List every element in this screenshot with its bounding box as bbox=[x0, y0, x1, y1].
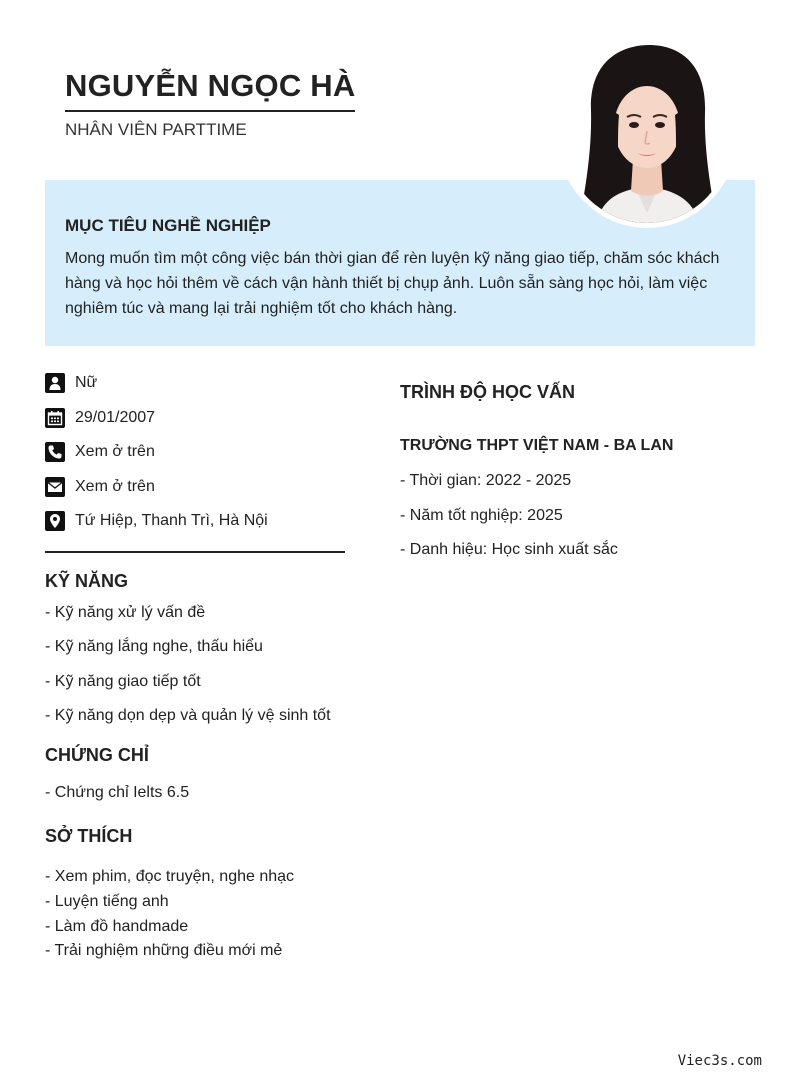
education-item: - Thời gian: 2022 - 2025 bbox=[400, 472, 572, 489]
profile-photo bbox=[556, 36, 738, 228]
contact-birthday bbox=[45, 401, 345, 436]
hobbies-list bbox=[45, 865, 345, 964]
watermark: Viec3s.com bbox=[677, 1053, 762, 1069]
education-title: TRÌNH ĐỘ HỌC VẤN bbox=[400, 382, 575, 402]
hobby-item: - Luyện tiếng anh bbox=[45, 892, 169, 910]
skill-item: - Kỹ năng lắng nghe, thấu hiểu bbox=[45, 638, 263, 655]
certificate-item: - Chứng chỉ Ielts 6.5 bbox=[45, 784, 190, 801]
skill-item: - Kỹ năng giao tiếp tốt bbox=[45, 672, 201, 690]
email-text: Xem ở trên bbox=[75, 477, 155, 495]
contact-gender bbox=[45, 366, 345, 401]
right-column bbox=[400, 382, 755, 573]
skill-item: - Kỹ năng xử lý vấn đề bbox=[45, 603, 206, 621]
location-icon bbox=[45, 511, 65, 531]
phone-icon bbox=[45, 442, 65, 462]
contact-list bbox=[45, 366, 345, 539]
address-text: Tứ Hiệp, Thanh Trì, Hà Nội bbox=[75, 512, 268, 530]
certificates-list bbox=[45, 781, 345, 804]
gender-text: Nữ bbox=[75, 374, 98, 392]
objective-text: Mong muốn tìm một công việc bán thời gian để rèn luyện kỹ năng giao tiếp, chăm sóc khách hàng và học hỏi thêm về cách vận hành thiết bị chụp ảnh. Luôn sẵn sàng học hỏi, làm việc nghiêm túc và mang lại trải nghiệm tốt cho khách hàng. bbox=[65, 250, 720, 317]
contact-phone bbox=[45, 435, 345, 470]
education-details bbox=[400, 469, 755, 561]
objective-title: MỤC TIÊU NGHỀ NGHIỆP bbox=[65, 216, 271, 235]
phone-text: Xem ở trên bbox=[75, 443, 155, 461]
mail-icon bbox=[45, 477, 65, 497]
section-divider bbox=[45, 551, 345, 553]
skills-title: KỸ NĂNG bbox=[45, 570, 129, 591]
birthday-text: 29/01/2007 bbox=[75, 408, 156, 426]
education-item: - Năm tốt nghiệp: 2025 bbox=[400, 506, 563, 524]
certificates-title: CHỨNG CHỈ bbox=[45, 745, 149, 765]
hobbies-title: SỞ THÍCH bbox=[45, 826, 133, 846]
person-icon bbox=[45, 373, 65, 393]
contact-email bbox=[45, 470, 345, 505]
hobby-item: - Xem phim, đọc truyện, nghe nhạc bbox=[45, 868, 295, 885]
hobby-item: - Làm đồ handmade bbox=[45, 917, 189, 935]
profile-photo-illustration bbox=[561, 41, 733, 223]
calendar-icon bbox=[45, 408, 65, 428]
skill-item: - Kỹ năng dọn dẹp và quản lý vệ sinh tốt bbox=[45, 707, 331, 724]
contact-address bbox=[45, 504, 345, 539]
job-title: NHÂN VIÊN PARTTIME bbox=[65, 120, 247, 139]
left-column bbox=[45, 366, 345, 964]
candidate-name: NGUYỄN NGỌC HÀ bbox=[65, 68, 355, 112]
skills-list bbox=[45, 601, 345, 728]
education-item: - Danh hiệu: Học sinh xuất sắc bbox=[400, 541, 618, 558]
school-name: TRƯỜNG THPT VIỆT NAM - BA LAN bbox=[400, 437, 674, 454]
hobby-item: - Trải nghiệm những điều mới mẻ bbox=[45, 942, 283, 960]
